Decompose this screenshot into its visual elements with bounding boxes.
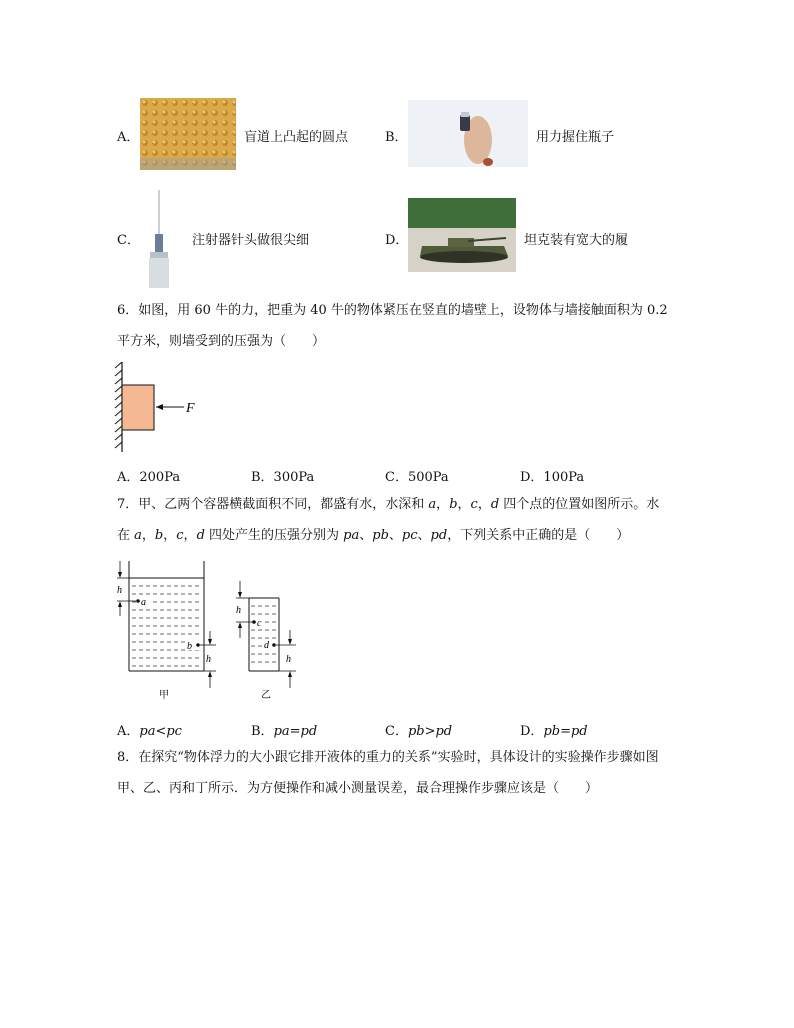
q6-option-a: A．200Pa <box>117 470 181 485</box>
svg-text:甲: 甲 <box>159 690 169 701</box>
option-b-text: 用力握住瓶子 <box>536 130 615 145</box>
q8-line1: 8．在探究“物体浮力的大小跟它排开液体的重力的关系”实验时，具体设计的实验操作步骤如图 <box>117 750 659 765</box>
wall-hatching <box>115 362 122 448</box>
q7-option-d: D．pb=pd <box>520 724 588 739</box>
hand-bottle-photo <box>408 100 528 167</box>
q6-line1: 6．如图，用 60 牛的力，把重为 40 牛的物体紧压在竖直的墙壁上，设物体与墙接触面积为 0.2 <box>117 303 668 318</box>
tactile-paving-photo <box>140 98 236 170</box>
q6-option-d: D．100Pa <box>520 470 585 485</box>
option-a-text: 盲道上凸起的圆点 <box>244 130 349 145</box>
option-c-letter: C． <box>117 233 140 248</box>
q7-line2: 在 a，b，c，d 四处产生的压强分别为 pa、pb、pc、pd，下列关系中正确的是（ ） <box>117 528 630 543</box>
svg-text:h: h <box>117 585 122 596</box>
q7-containers-figure <box>112 556 312 706</box>
q7-option-a: A．pa<pc <box>117 724 182 739</box>
svg-text:b: b <box>187 641 192 652</box>
q8-line2: 甲、乙、丙和丁所示．为方便操作和减小测量误差，最合理操作步骤应该是（ ） <box>117 781 599 796</box>
q6-wall-figure <box>112 360 222 455</box>
svg-text:c: c <box>257 618 262 629</box>
svg-text:h: h <box>206 654 211 665</box>
svg-text:乙: 乙 <box>261 690 271 701</box>
tank-photo <box>408 198 516 272</box>
force-label: F <box>186 401 195 416</box>
svg-text:h: h <box>286 654 291 665</box>
force-arrowhead <box>156 404 163 410</box>
svg-text:d: d <box>264 640 269 651</box>
q7-option-c: C．pb>pd <box>385 724 453 739</box>
syringe-photo <box>140 188 176 288</box>
option-a-letter: A． <box>117 130 140 145</box>
q7-line1: 7．甲、乙两个容器横截面积不同，都盛有水，水深和 a，b，c，d 四个点的位置如图所示。水 <box>117 497 660 512</box>
svg-text:h: h <box>236 605 241 616</box>
q6-option-c: C．500Pa <box>385 470 449 485</box>
container-jia <box>117 561 216 701</box>
svg-text:a: a <box>141 597 146 608</box>
block <box>122 385 154 430</box>
q6-option-b: B．300Pa <box>251 470 315 485</box>
option-b-letter: B． <box>385 130 408 145</box>
option-c-text: 注射器针头做很尖细 <box>192 233 310 248</box>
option-d-text: 坦克装有宽大的履 <box>524 233 629 248</box>
q6-line2: 平方米，则墙受到的压强为（ ） <box>117 334 326 349</box>
q7-option-b: B．pa=pd <box>251 724 318 739</box>
container-yi <box>236 581 296 701</box>
option-d-letter: D． <box>385 233 409 248</box>
